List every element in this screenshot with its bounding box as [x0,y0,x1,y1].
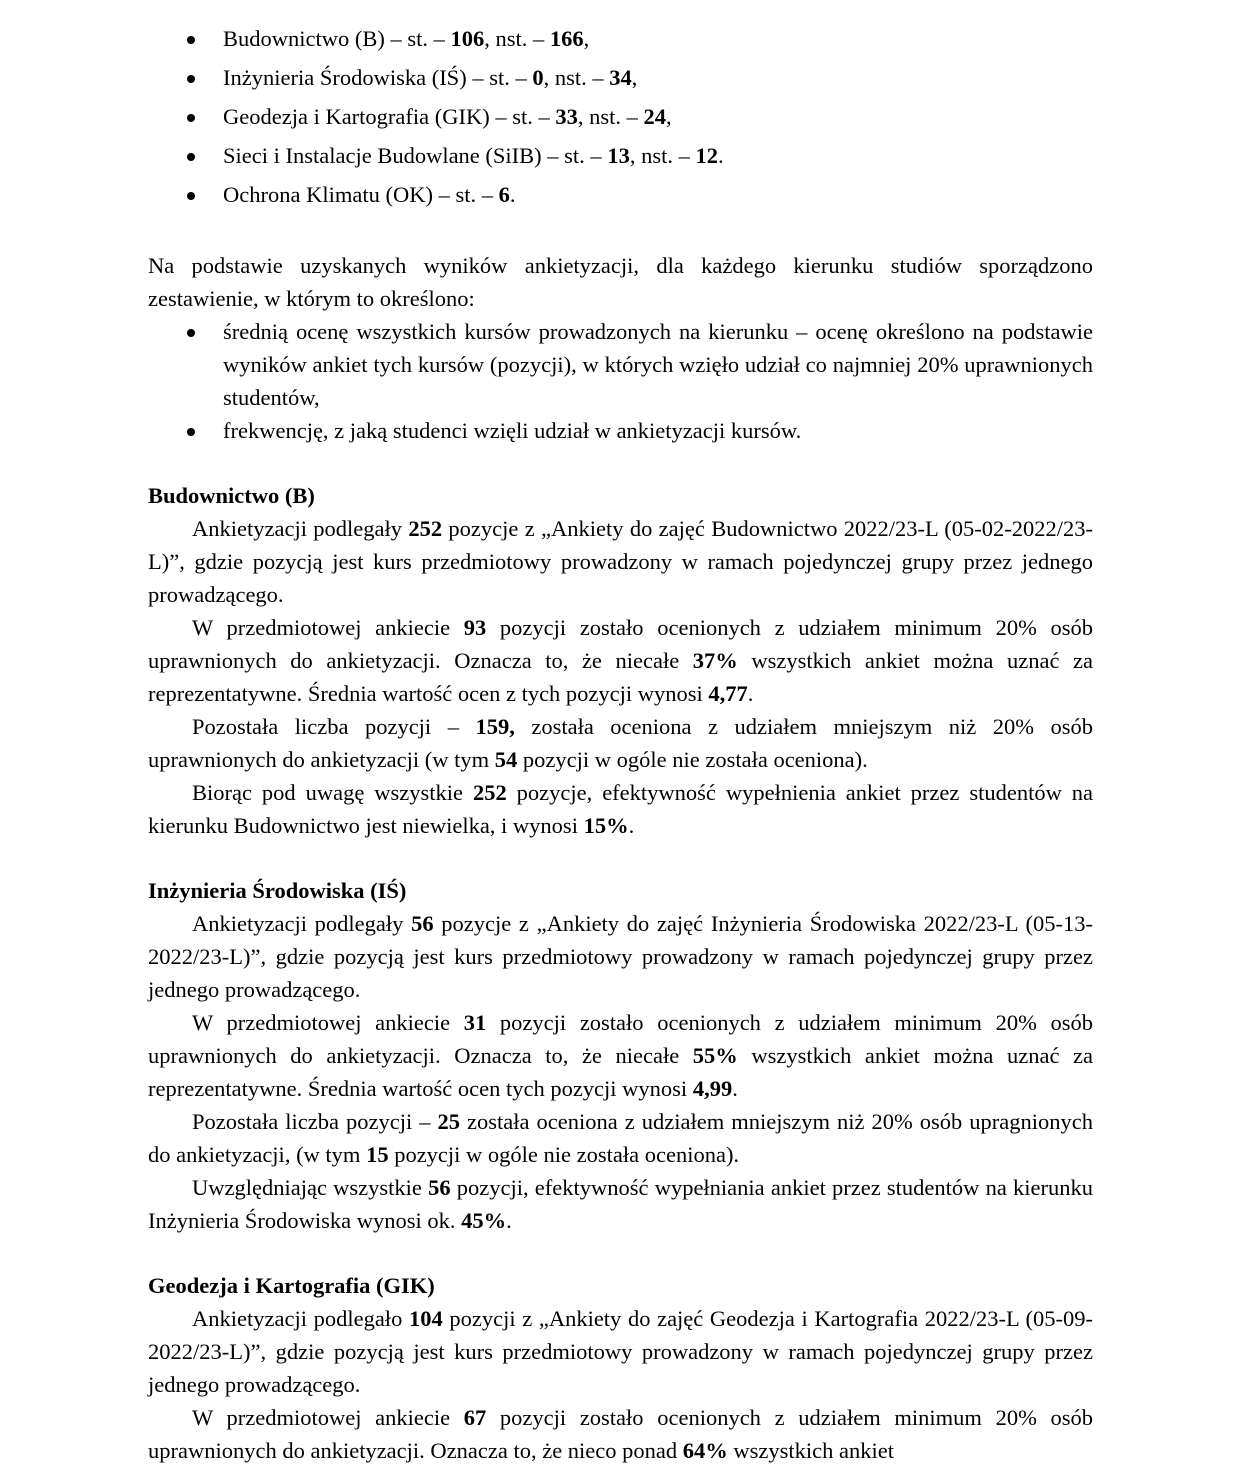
text-run: W przedmiotowej ankiecie [192,1405,464,1430]
section-heading: Inżynieria Środowiska (IŚ) [148,878,407,903]
number: 25 [437,1109,460,1134]
text-run: pozycji zostało ocenionych z udziałem minimum 20% osób uprawnionych do ankietyzacji. Oznacza to, że niecałe [148,615,1093,673]
list-item [148,139,1093,172]
number: 56 [428,1175,451,1200]
number: 64% [682,1438,728,1463]
item-label: , nst. – [484,26,550,51]
list-item [148,414,1093,447]
list-item [148,315,1093,414]
item-label: Sieci i Instalacje Budowlane (SiIB) – st. – [223,143,608,168]
item-value: 0 [532,65,544,90]
text-run: . [732,1076,738,1101]
section-budownictwo [148,479,1093,842]
number: 15 [366,1142,389,1167]
text-run: została oceniona z udziałem mniejszym niż 20% osób uprawnionych do ankietyzacji (w tym [148,714,1093,772]
paragraph [148,1006,1093,1105]
number: 159, [475,714,515,739]
item-value: 106 [450,26,485,51]
number: 31 [463,1010,487,1035]
text-run: Pozostała liczba pozycji – [192,1109,438,1134]
list-item [148,61,1093,94]
item-value: 166 [549,26,584,51]
text-run: Ankietyzacji podlegały [192,911,412,936]
number: 56 [411,911,434,936]
bullet-icon [187,153,195,161]
item-label: Ochrona Klimatu (OK) – st. – [223,182,499,207]
item-text: frekwencję, z jaką studenci wzięli udział w ankietyzacji kursów. [223,418,802,443]
text-run: Ankietyzacji podlegały [192,516,409,541]
paragraph [148,907,1093,1006]
item-value: 33 [555,104,578,129]
number: 252 [472,780,507,805]
item-value: 13 [607,143,630,168]
paragraph [148,1302,1093,1401]
text-run: pozycje z „Ankiety do zajęć Inżynieria Środowiska 2022/23-L (05-13-2022/23-L)”, gdzie pozycją jest kurs przedmiotowy prowadzony w ramach pojedynczej grupy przez jednego prowadzącego. [148,911,1093,1002]
item-value: 24 [643,104,667,129]
number: 4,77 [708,681,748,706]
number: 252 [408,516,443,541]
section-geodezja-kartografia [148,1269,1093,1467]
item-value: 12 [695,143,718,168]
number: 67 [463,1405,487,1430]
paragraph [148,1171,1093,1237]
number: 15% [583,813,629,838]
section-heading: Geodezja i Kartografia (GIK) [148,1273,435,1298]
paragraph [148,710,1093,776]
item-text: średnią ocenę wszystkich kursów prowadzonych na kierunku – ocenę określono na podstawie wyników ankiet tych kursów (pozycji), w których wzięło udział co najmniej 20% uprawnionych studentów, [223,319,1093,410]
text-run: pozycji zostało ocenionych z udziałem minimum 20% osób uprawnionych do ankietyzacji. Oznacza to, że nieco ponad [148,1405,1093,1463]
text-run: Pozostała liczba pozycji – [192,714,476,739]
bullet-icon [187,75,195,83]
text-run: . [747,681,754,706]
bullet-icon [187,114,195,122]
paragraph [148,512,1093,611]
text-run: wszystkich ankiet można uznać za reprezentatywne. Średnia wartość ocen tych pozycji wynosi [148,1043,1093,1101]
number: 37% [692,648,738,673]
item-punct: . [717,143,724,168]
text-run: W przedmiotowej ankiecie [192,1010,464,1035]
number: 104 [408,1306,443,1331]
section-heading: Budownictwo (B) [148,483,315,508]
item-label: , nst. – [577,104,644,129]
text-run: pozycji, efektywność wypełniania ankiet przez studentów na kierunku Inżynieria Środowiska wynosi ok. [148,1175,1093,1233]
paragraph [148,1105,1093,1171]
text-run: pozycje, efektywność wypełnienia ankiet przez studentów na kierunku Budownictwo jest niewielka, i wynosi [148,780,1093,838]
number: 55% [692,1043,738,1068]
paragraph [148,611,1093,710]
item-punct: , [666,104,672,129]
list-item [148,100,1093,133]
paragraph [148,1401,1093,1467]
section-inzynieria-srodowiska [148,874,1093,1237]
text-run: . [628,813,635,838]
item-punct: , [631,65,638,90]
item-label: , nst. – [629,143,696,168]
text-run: W przedmiotowej ankiecie [192,615,464,640]
list-item [148,178,1093,211]
paragraph [148,776,1093,842]
item-value: 6 [498,182,510,207]
intro-paragraph: Na podstawie uzyskanych wyników ankietyzacji, dla każdego kierunku studiów sporządzono zestawienie, w którym to określono: [148,253,1093,311]
item-label: Budownictwo (B) – st. – [223,26,451,51]
text-run: . [506,1208,512,1233]
number: 4,99 [692,1076,733,1101]
text-run: Uwzględniając wszystkie [192,1175,429,1200]
text-run: Ankietyzacji podlegało [192,1306,409,1331]
text-run: Biorąc pod uwagę wszystkie [192,780,473,805]
number: 45% [461,1208,507,1233]
item-punct: , [583,26,590,51]
text-run: wszystkich ankiet [727,1438,894,1463]
number: 54 [494,747,518,772]
item-value: 34 [609,65,632,90]
item-label: Inżynieria Środowiska (IŚ) – st. – [223,65,533,90]
item-label: Geodezja i Kartografia (GIK) – st. – [223,104,556,129]
number: 93 [463,615,487,640]
item-label: , nst. – [543,65,610,90]
document-page [148,22,1093,1467]
criteria-list [148,315,1093,447]
text-run: pozycji zostało ocenionych z udziałem minimum 20% osób uprawnionych do ankietyzacji. Oznacza to, że niecałe [148,1010,1093,1068]
bullet-icon [187,329,195,337]
bullet-icon [187,192,195,200]
programs-list [148,22,1093,211]
bullet-icon [187,36,195,44]
text-run: pozycji w ogóle nie została oceniona). [517,747,868,772]
list-item [148,22,1093,55]
text-run: pozycji w ogóle nie została oceniona). [388,1142,740,1167]
text-run: została oceniona z udziałem mniejszym niż 20% osób upragnionych do ankietyzacji, (w tym [148,1109,1093,1167]
item-punct: . [509,182,516,207]
text-run: pozycje z „Ankiety do zajęć Budownictwo 2022/23-L (05-02-2022/23-L)”, gdzie pozycją jest kurs przedmiotowy prowadzony w ramach pojedynczej grupy przez jednego prowadzącego. [148,516,1093,607]
text-run: pozycji z „Ankiety do zajęć Geodezja i Kartografia 2022/23-L (05-09-2022/23-L)”, gdzie pozycją jest kurs przedmiotowy prowadzony w ramach pojedynczej grupy przez jednego prowadzącego. [148,1306,1093,1397]
text-run: wszystkich ankiet można uznać za reprezentatywne. Średnia wartość ocen z tych pozycji wynosi [148,648,1093,706]
bullet-icon [187,428,195,436]
